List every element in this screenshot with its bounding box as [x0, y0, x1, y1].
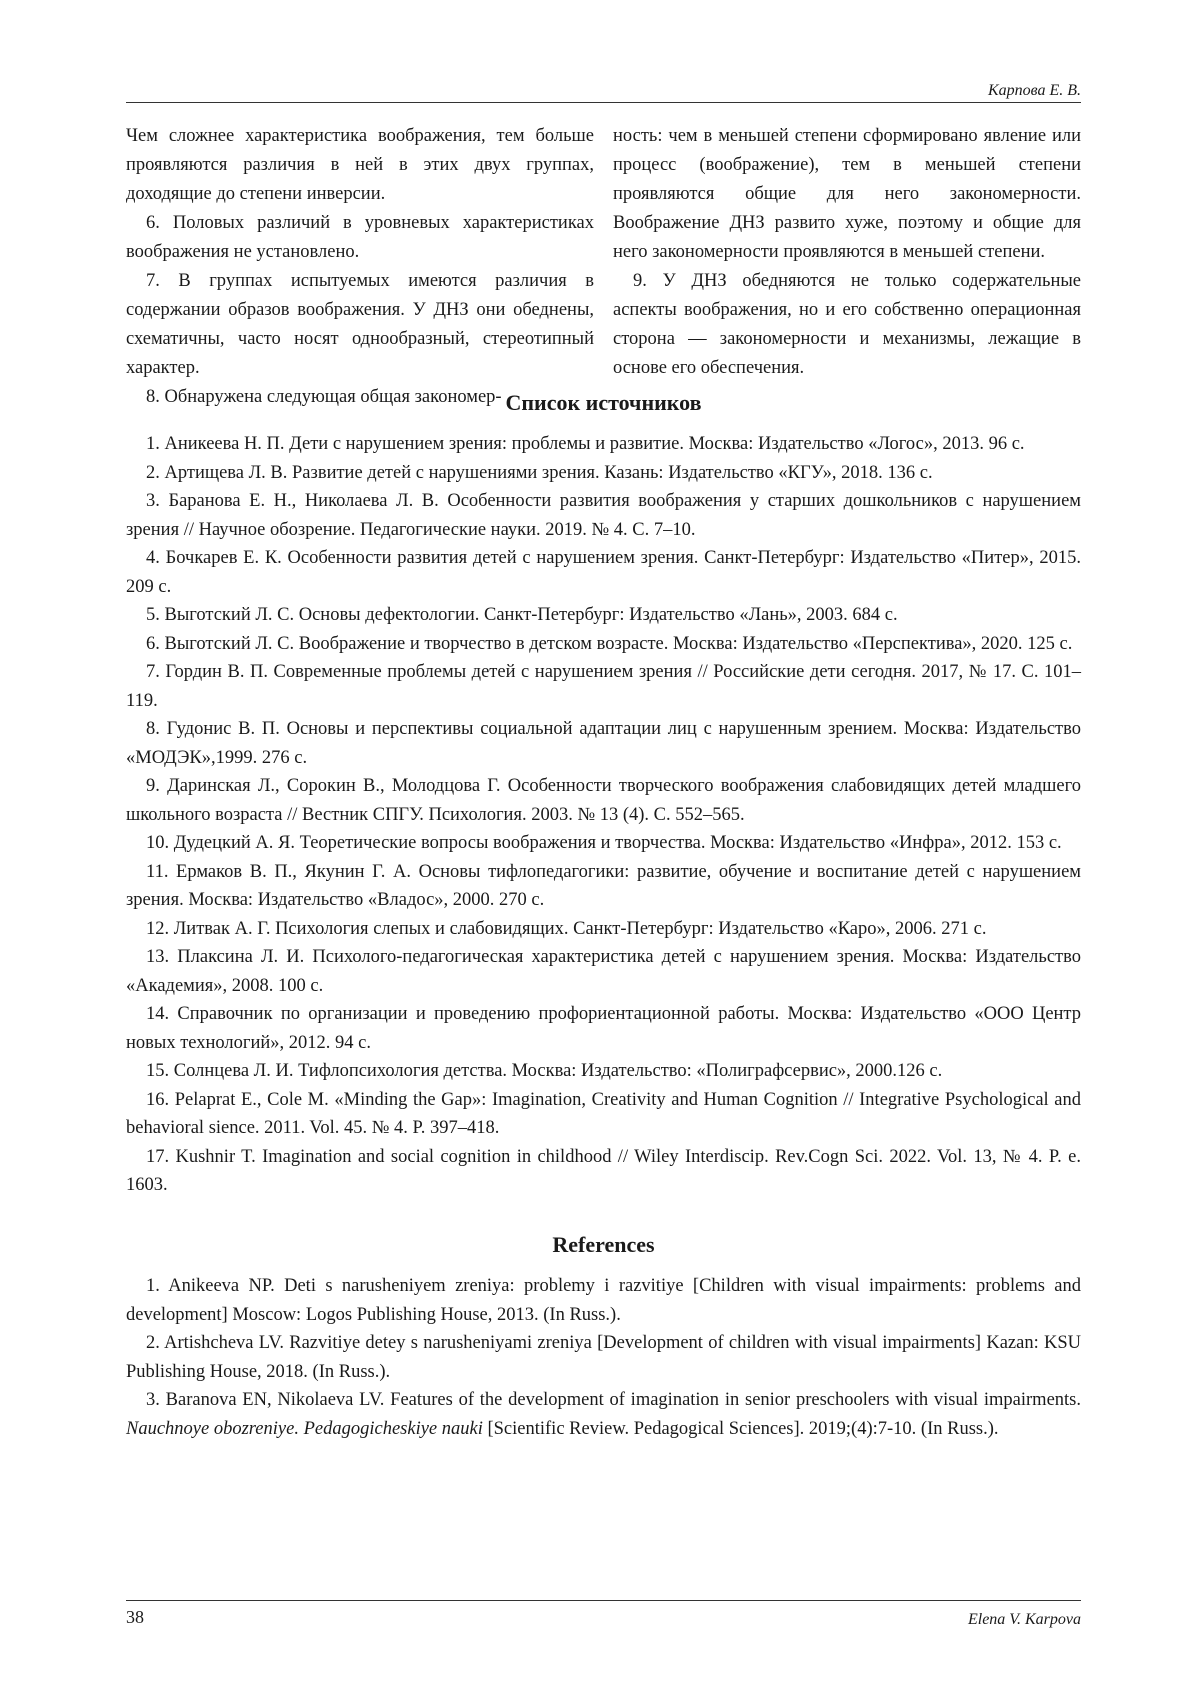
references-title: References — [552, 1232, 655, 1257]
source-item: 8. Гудонис В. П. Основы и перспективы социальной адаптации лиц с нарушенным зрением. Москва: Издательство «МОДЭК»,1999. 276 с. — [126, 719, 1081, 768]
source-item: 9. Даринская Л., Сорокин В., Молодцова Г. Особенности творческого воображения слабовидящих детей младшего школьного возраста // Вестник СПГУ. Психология. 2003. № 13 (4). С. 552–565. — [126, 776, 1081, 825]
right-column — [613, 122, 1081, 412]
source-item: 12. Литвак А. Г. Психология слепых и слабовидящих. Санкт-Петербург: Издательство «Каро», 2006. 271 с. — [146, 918, 987, 939]
left-column — [126, 122, 594, 412]
source-item: 6. Выготский Л. С. Воображение и творчество в детском возрасте. Москва: Издательство «Перспектива», 2020. 125 с. — [146, 633, 1073, 654]
reference-item: 2. Artishcheva LV. Razvitiye detey s narusheniyami zreniya [Development of children with visual impairments] Kazan: KSU Publishing House, 2018. (In Russ.). — [126, 1333, 1081, 1382]
source-item: 5. Выготский Л. С. Основы дефектологии. Санкт-Петербург: Издательство «Лань», 2003. 684 с. — [146, 605, 898, 625]
source-item: 4. Бочкарев Е. К. Особенности развития детей с нарушением зрения. Санкт-Петербург: Издательство «Питер», 2015. 209 с. — [126, 548, 1081, 597]
source-item: 3. Баранова Е. Н., Николаева Л. В. Особенности развития воображения у старших дошкольников с нарушением зрения // Научное обозрение. Педагогические науки. 2019. № 4. С. 7–10. — [126, 491, 1081, 540]
reference-item — [126, 1386, 1081, 1443]
header-author: Карпова Е. В. — [987, 82, 1081, 99]
paragraph: ность: чем в меньшей степени сформировано явление или процесс (воображение), тем в меньшей степени проявляются общие для него закономерности. Воображение ДНЗ развито хуже, поэтому и общие для него закономерности проявляются в меньшей степени. — [613, 126, 1081, 262]
source-item: 15. Солнцева Л. И. Тифлопсихология детства. Москва: Издательство: «Полиграфсервис», 2000.126 с. — [146, 1061, 943, 1081]
references-list — [126, 1272, 1081, 1443]
source-item: 7. Гордин В. П. Современные проблемы детей с нарушением зрения // Российские дети сегодня. 2017, № 17. С. 101–119. — [126, 662, 1081, 711]
reference-text: 3. Baranova EN, Nikolaeva LV. Features of the development of imagination in senior preschoolers with visual impairments. — [146, 1390, 1081, 1410]
reference-text: [Scientific Review. Pedagogical Sciences]. 2019;(4):7-10. (In Russ.). — [482, 1418, 999, 1439]
source-item: 16. Pelaprat E., Cole M. «Minding the Gap»: Imagination, Creativity and Human Cognition // Integrative Psychological and behavioral sience. 2011. Vol. 45. № 4. P. 397–418. — [126, 1089, 1081, 1138]
paragraph: 7. В группах испытуемых имеются различия в содержании образов воображения. У ДНЗ они обеднены, схематичны, часто носят однообразный, стереотипный характер. — [126, 271, 594, 378]
source-item: 1. Аникеева Н. П. Дети с нарушением зрения: проблемы и развитие. Москва: Издательство «Логос», 2013. 96 с. — [146, 434, 1025, 454]
page-number: 38 — [126, 1607, 144, 1627]
paragraph: 9. У ДНЗ обедняются не только содержательные аспекты воображения, но и его собственно операционная сторона — закономерности и механизмы, лежащие в основе его обеспечения. — [613, 271, 1081, 378]
source-item: 14. Справочник по организации и проведению профориентационной работы. Москва: Издательство «ООО Центр новых технологий», 2012. 94 с. — [126, 1004, 1081, 1053]
body-columns — [126, 122, 1081, 412]
page-footer — [126, 1600, 1081, 1629]
source-item: 13. Плаксина Л. И. Психолого-педагогическая характеристика детей с нарушением зрения. Москва: Издательство «Академия», 2008. 100 с. — [126, 947, 1081, 996]
paragraph: 8. Обнаружена следующая общая закономер- — [146, 387, 502, 407]
reference-item: 1. Anikeeva NP. Deti s narusheniyem zreniya: problemy i razvitiye [Children with visual impairments: problems and development] Moscow: Logos Publishing House, 2013. (In Russ.). — [126, 1276, 1081, 1325]
source-item: 2. Артищева Л. В. Развитие детей с нарушениями зрения. Казань: Издательство «КГУ», 2018. 136 с. — [146, 462, 933, 483]
source-item: 17. Kushnir T. Imagination and social cognition in childhood // Wiley Interdiscip. Rev.Cogn Sci. 2022. Vol. 13, № 4. P. e. 1603. — [126, 1146, 1081, 1195]
paragraph: Чем сложнее характеристика воображения, тем больше проявляются различия в ней в этих двух группах, доходящие до степени инверсии. — [126, 126, 594, 204]
running-head — [126, 82, 1081, 103]
sources-title: Список источников — [505, 390, 702, 415]
source-item: 10. Дудецкий А. Я. Теоретические вопросы воображения и творчества. Москва: Издательство «Инфра», 2012. 153 с. — [146, 833, 1062, 853]
footer-author: Elena V. Karpova — [967, 1611, 1081, 1628]
sources-list — [126, 430, 1081, 1200]
source-item: 11. Ермаков В. П., Якунин Г. А. Основы тифлопедагогики: развитие, обучение и воспитание детей с нарушением зрения. Москва: Издательство «Владос», 2000. 270 с. — [126, 861, 1081, 910]
paragraph: 6. Половых различий в уровневых характеристиках воображения не установлено. — [126, 213, 594, 262]
journal-title: Nauchnoye obozreniye. Pedagogicheskiye nauki — [126, 1418, 483, 1439]
